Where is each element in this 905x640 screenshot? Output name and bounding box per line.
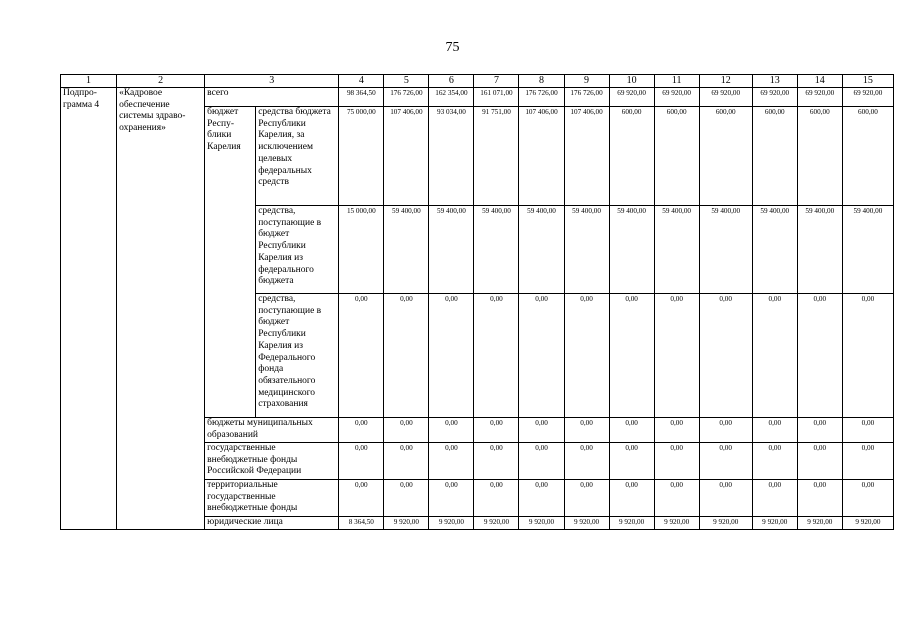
value-cell: 600,00: [842, 107, 893, 206]
value-cell: 0,00: [519, 480, 564, 517]
value-cell: 69 920,00: [609, 88, 654, 107]
value-cell: 0,00: [429, 480, 474, 517]
value-cell: 75 000,00: [339, 107, 384, 206]
header-cell: 3: [205, 75, 339, 88]
value-cell: 0,00: [429, 443, 474, 480]
value-cell: 0,00: [564, 480, 609, 517]
value-cell: 9 920,00: [564, 517, 609, 530]
value-cell: 9 920,00: [797, 517, 842, 530]
value-cell: 600,00: [797, 107, 842, 206]
value-cell: 0,00: [752, 443, 797, 480]
value-cell: 107 406,00: [519, 107, 564, 206]
header-cell: 10: [609, 75, 654, 88]
value-cell: 0,00: [699, 418, 752, 443]
value-cell: 9 920,00: [842, 517, 893, 530]
value-cell: 0,00: [339, 480, 384, 517]
budget-table: [60, 74, 894, 530]
value-cell: 0,00: [654, 480, 699, 517]
value-cell: 0,00: [474, 418, 519, 443]
header-cell: 11: [654, 75, 699, 88]
subprogram-cell: Подпро-грамма 4: [61, 88, 117, 530]
header-cell: 6: [429, 75, 474, 88]
row-label: средства, поступающие в бюджет Республики Карелия из федерального бюджета: [256, 206, 339, 294]
value-cell: 9 920,00: [752, 517, 797, 530]
table-row: [61, 88, 894, 107]
value-cell: 0,00: [699, 480, 752, 517]
row-label: средства бюджета Республики Карелия, за исключением целевых федеральных средств: [256, 107, 339, 206]
value-cell: 0,00: [797, 418, 842, 443]
value-cell: 176 726,00: [564, 88, 609, 107]
value-cell: 0,00: [564, 443, 609, 480]
value-cell: 59 400,00: [752, 206, 797, 294]
row-label: государственные внебюджетные фонды Российской Федерации: [205, 443, 339, 480]
value-cell: 9 920,00: [429, 517, 474, 530]
value-cell: 600,00: [609, 107, 654, 206]
value-cell: 8 364,50: [339, 517, 384, 530]
value-cell: 9 920,00: [654, 517, 699, 530]
value-cell: 0,00: [609, 294, 654, 418]
value-cell: 59 400,00: [842, 206, 893, 294]
value-cell: 9 920,00: [519, 517, 564, 530]
header-cell: 8: [519, 75, 564, 88]
value-cell: 107 406,00: [384, 107, 429, 206]
value-cell: 69 920,00: [699, 88, 752, 107]
value-cell: 59 400,00: [699, 206, 752, 294]
value-cell: 9 920,00: [474, 517, 519, 530]
value-cell: 69 920,00: [797, 88, 842, 107]
header-cell: 13: [752, 75, 797, 88]
header-cell: 15: [842, 75, 893, 88]
value-cell: 0,00: [699, 294, 752, 418]
group-label: бюджет Респу-блики Карелия: [205, 107, 256, 418]
header-cell: 4: [339, 75, 384, 88]
value-cell: 0,00: [429, 294, 474, 418]
header-cell: 14: [797, 75, 842, 88]
value-cell: 59 400,00: [797, 206, 842, 294]
value-cell: 59 400,00: [564, 206, 609, 294]
header-cell: 9: [564, 75, 609, 88]
value-cell: 15 000,00: [339, 206, 384, 294]
value-cell: 0,00: [519, 294, 564, 418]
value-cell: 0,00: [474, 480, 519, 517]
subprogram-name-cell: «Кадровое обеспечение системы здраво-охранения»: [117, 88, 205, 530]
value-cell: 59 400,00: [654, 206, 699, 294]
value-cell: 0,00: [797, 443, 842, 480]
page-number: 75: [445, 40, 460, 55]
value-cell: 0,00: [339, 294, 384, 418]
value-cell: 0,00: [474, 294, 519, 418]
value-cell: 0,00: [699, 443, 752, 480]
value-cell: 176 726,00: [519, 88, 564, 107]
header-cell: 5: [384, 75, 429, 88]
value-cell: 0,00: [429, 418, 474, 443]
header-cell: 12: [699, 75, 752, 88]
value-cell: 161 071,00: [474, 88, 519, 107]
header-cell: 1: [61, 75, 117, 88]
value-cell: 59 400,00: [384, 206, 429, 294]
value-cell: 0,00: [752, 294, 797, 418]
value-cell: 0,00: [564, 418, 609, 443]
row-label: всего: [205, 88, 339, 107]
value-cell: 9 920,00: [609, 517, 654, 530]
header-row: [61, 75, 894, 88]
value-cell: 9 920,00: [699, 517, 752, 530]
value-cell: 0,00: [519, 443, 564, 480]
value-cell: 0,00: [654, 443, 699, 480]
value-cell: 0,00: [384, 443, 429, 480]
value-cell: 69 920,00: [752, 88, 797, 107]
value-cell: 0,00: [384, 480, 429, 517]
row-label: территориальные государственные внебюджетные фонды: [205, 480, 339, 517]
value-cell: 0,00: [384, 294, 429, 418]
value-cell: 0,00: [339, 443, 384, 480]
value-cell: 0,00: [384, 418, 429, 443]
value-cell: 91 751,00: [474, 107, 519, 206]
value-cell: 69 920,00: [654, 88, 699, 107]
value-cell: 162 354,00: [429, 88, 474, 107]
value-cell: 0,00: [654, 294, 699, 418]
value-cell: 600,00: [752, 107, 797, 206]
value-cell: 93 034,00: [429, 107, 474, 206]
value-cell: 0,00: [564, 294, 609, 418]
row-label: бюджеты муниципальных образований: [205, 418, 339, 443]
row-label: юридические лица: [205, 517, 339, 530]
value-cell: 9 920,00: [384, 517, 429, 530]
value-cell: 600,00: [654, 107, 699, 206]
value-cell: 0,00: [474, 443, 519, 480]
value-cell: 59 400,00: [429, 206, 474, 294]
value-cell: 59 400,00: [474, 206, 519, 294]
value-cell: 0,00: [609, 418, 654, 443]
value-cell: 69 920,00: [842, 88, 893, 107]
value-cell: 0,00: [797, 480, 842, 517]
value-cell: 0,00: [797, 294, 842, 418]
value-cell: 0,00: [752, 418, 797, 443]
value-cell: 59 400,00: [609, 206, 654, 294]
value-cell: 0,00: [609, 443, 654, 480]
value-cell: 176 726,00: [384, 88, 429, 107]
value-cell: 0,00: [339, 418, 384, 443]
value-cell: 59 400,00: [519, 206, 564, 294]
value-cell: 0,00: [654, 418, 699, 443]
header-cell: 2: [117, 75, 205, 88]
value-cell: 98 364,50: [339, 88, 384, 107]
value-cell: 0,00: [842, 480, 893, 517]
value-cell: 0,00: [519, 418, 564, 443]
row-label: средства, поступающие в бюджет Республики Карелия из Федерального фонда обязательного медицинского страхования: [256, 294, 339, 418]
value-cell: 0,00: [842, 418, 893, 443]
value-cell: 0,00: [842, 443, 893, 480]
value-cell: 107 406,00: [564, 107, 609, 206]
value-cell: 600,00: [699, 107, 752, 206]
value-cell: 0,00: [752, 480, 797, 517]
value-cell: 0,00: [609, 480, 654, 517]
value-cell: 0,00: [842, 294, 893, 418]
header-cell: 7: [474, 75, 519, 88]
